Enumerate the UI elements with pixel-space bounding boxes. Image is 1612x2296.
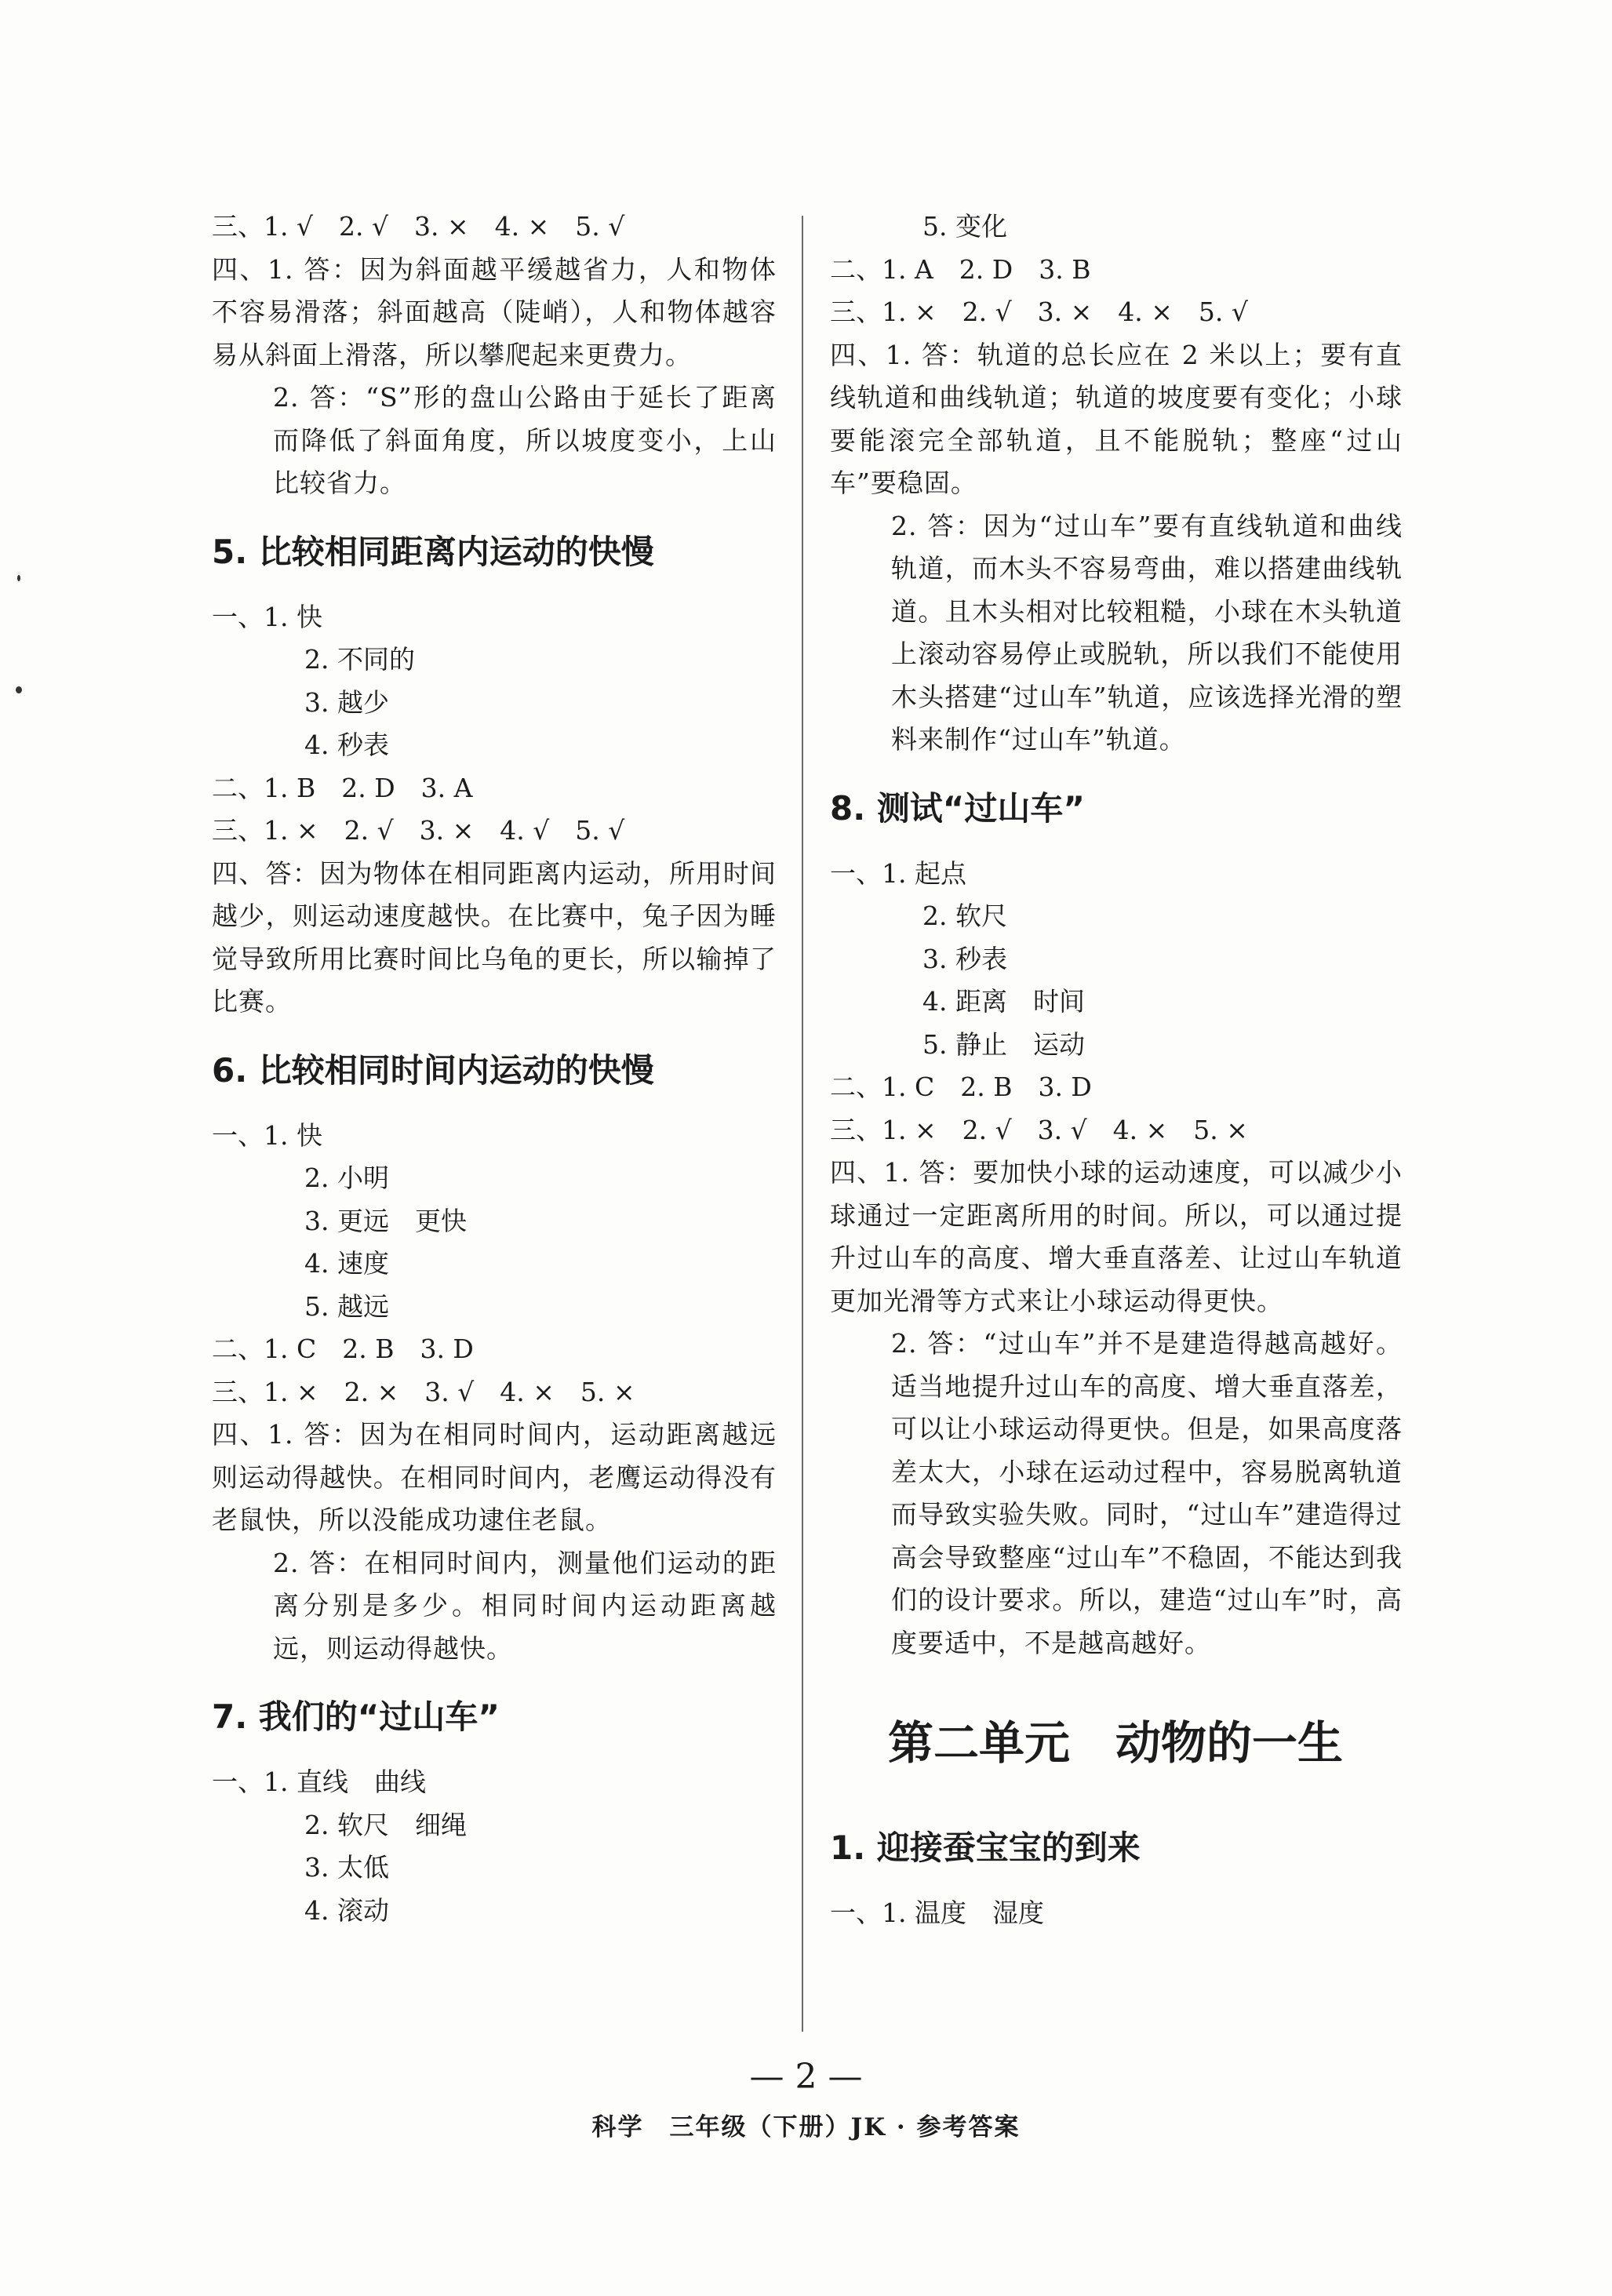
column-divider: [802, 216, 803, 2032]
answer-line: 二、1. C 2. B 3. D: [830, 1072, 1092, 1102]
answer-sub-item: 2. 软尺: [922, 901, 1007, 931]
answer-line: 三、1. × 2. √ 3. √ 4. × 5. ×: [830, 1114, 1248, 1145]
answer-paragraph: 2. 答：“S”形的盘山公路由于延长了距离而降低了斜面角度，所以坡度变小，上山比较省力。: [273, 382, 777, 498]
answer-sub-item: 4. 秒表: [304, 730, 389, 760]
right-column: [830, 206, 1403, 1935]
scan-speck: [17, 575, 20, 581]
answer-line: 一、1. 快: [212, 1119, 322, 1151]
answer-sub-item: 3. 太低: [304, 1852, 389, 1883]
answer-sub-item: 3. 越少: [304, 686, 389, 718]
scan-speck: [16, 686, 22, 693]
answer-sub-item: 3. 更远 更快: [304, 1205, 467, 1236]
answer-sub-item: 2. 软尺 细绳: [304, 1809, 467, 1840]
answer-sub-item: 3. 秒表: [922, 943, 1007, 974]
answer-sub-item: 5. 静止 运动: [922, 1028, 1085, 1060]
answer-paragraph: 2. 答：“过山车”并不是建造得越高越好。适当地提升过山车的高度、增大垂直落差，可以让小球运动得更快。但是，如果高度落差太大，小球在运动过程中，容易脱离轨道而导致实验失败。同时，“过山车”建造得过高会导致整座“过山车”不稳固，不能达到我们的设计要求。所以，建造“过山车”时，高度要适中，不是越高越好。: [891, 1328, 1403, 1658]
page-number: — 2 —: [749, 2057, 863, 2097]
answer-line: 三、1. × 2. √ 3. × 4. √ 5. √: [212, 815, 625, 846]
answer-paragraph: 四、1. 答：因为在相同时间内，运动距离越远则运动得越快。在相同时间内，老鹰运动得没有老鼠快，所以没能成功逮住老鼠。: [212, 1419, 777, 1535]
answer-sub-item: 4. 距离 时间: [922, 986, 1085, 1017]
answer-paragraph: 四、答：因为物体在相同距离内运动，所用时间越少，则运动速度越快。在比赛中，兔子因为睡觉导致所用比赛时间比乌龟的更长，所以输掉了比赛。: [212, 857, 777, 1017]
answer-sub-item: 2. 不同的: [304, 644, 415, 675]
unit-heading: 第二单元 动物的一生: [888, 1716, 1344, 1770]
answer-sub-item: 5. 越远: [304, 1290, 389, 1322]
answer-line: 三、1. √ 2. √ 3. × 4. × 5. √: [212, 211, 625, 242]
answer-paragraph: 四、1. 答：要加快小球的运动速度，可以减少小球通过一定距离所用的时间。所以，可以通过提升过山车的高度、增大垂直落差、让过山车轨道更加光滑等方式来让小球运动得更快。: [830, 1157, 1403, 1316]
section-heading: 5. 比较相同距离内运动的快慢: [212, 532, 654, 571]
answer-line: 二、1. C 2. B 3. D: [212, 1334, 474, 1364]
section-heading: 7. 我们的“过山车”: [212, 1697, 500, 1736]
section-heading: 8. 测试“过山车”: [830, 788, 1086, 828]
answer-paragraph: 2. 答：因为“过山车”要有直线轨道和曲线轨道，而木头不容易弯曲，难以搭建曲线轨道。且木头相对比较粗糙，小球在木头轨道上滚动容易停止或脱轨，所以我们不能使用木头搭建“过山车”轨道，应该选择光滑的塑料来制作“过山车”轨道。: [891, 510, 1403, 755]
answer-paragraph: 四、1. 答：因为斜面越平缓越省力，人和物体不容易滑落；斜面越高（陡峭），人和物体越容易从斜面上滑落，所以攀爬起来更费力。: [212, 253, 777, 370]
answer-line: 一、1. 直线 曲线: [212, 1767, 426, 1797]
left-column: [212, 206, 777, 1932]
answer-line: 一、1. 温度 湿度: [830, 1898, 1044, 1928]
answer-line: 一、1. 起点: [830, 857, 966, 889]
answer-line: 三、1. × 2. √ 3. × 4. × 5. √: [830, 297, 1248, 327]
answer-line: 三、1. × 2. × 3. √ 4. × 5. ×: [212, 1376, 635, 1407]
answer-paragraph: 2. 答：在相同时间内，测量他们运动的距离分别是多少。相同时间内运动距离越远，则运动得越快。: [273, 1547, 777, 1664]
page-footer: 科学 三年级（下册）JK · 参考答案: [591, 2113, 1021, 2141]
answer-paragraph: 四、1. 答：轨道的总长应在 2 米以上；要有直线轨道和曲线轨道；轨道的坡度要有变化；小球要能滚完全部轨道，且不能脱轨；整座“过山车”要稳固。: [830, 339, 1403, 498]
answer-line: 二、1. B 2. D 3. A: [212, 772, 473, 803]
answer-sub-item: 2. 小明: [304, 1163, 389, 1193]
section-heading: 6. 比较相同时间内运动的快慢: [212, 1050, 654, 1090]
answer-sub-item: 5. 变化: [922, 211, 1007, 242]
answer-line: 二、1. A 2. D 3. B: [830, 253, 1091, 285]
answer-sub-item: 4. 速度: [304, 1248, 389, 1279]
answer-line: 一、1. 快: [212, 601, 322, 632]
answer-sub-item: 4. 滚动: [304, 1894, 389, 1926]
section-heading: 1. 迎接蚕宝宝的到来: [830, 1828, 1141, 1867]
